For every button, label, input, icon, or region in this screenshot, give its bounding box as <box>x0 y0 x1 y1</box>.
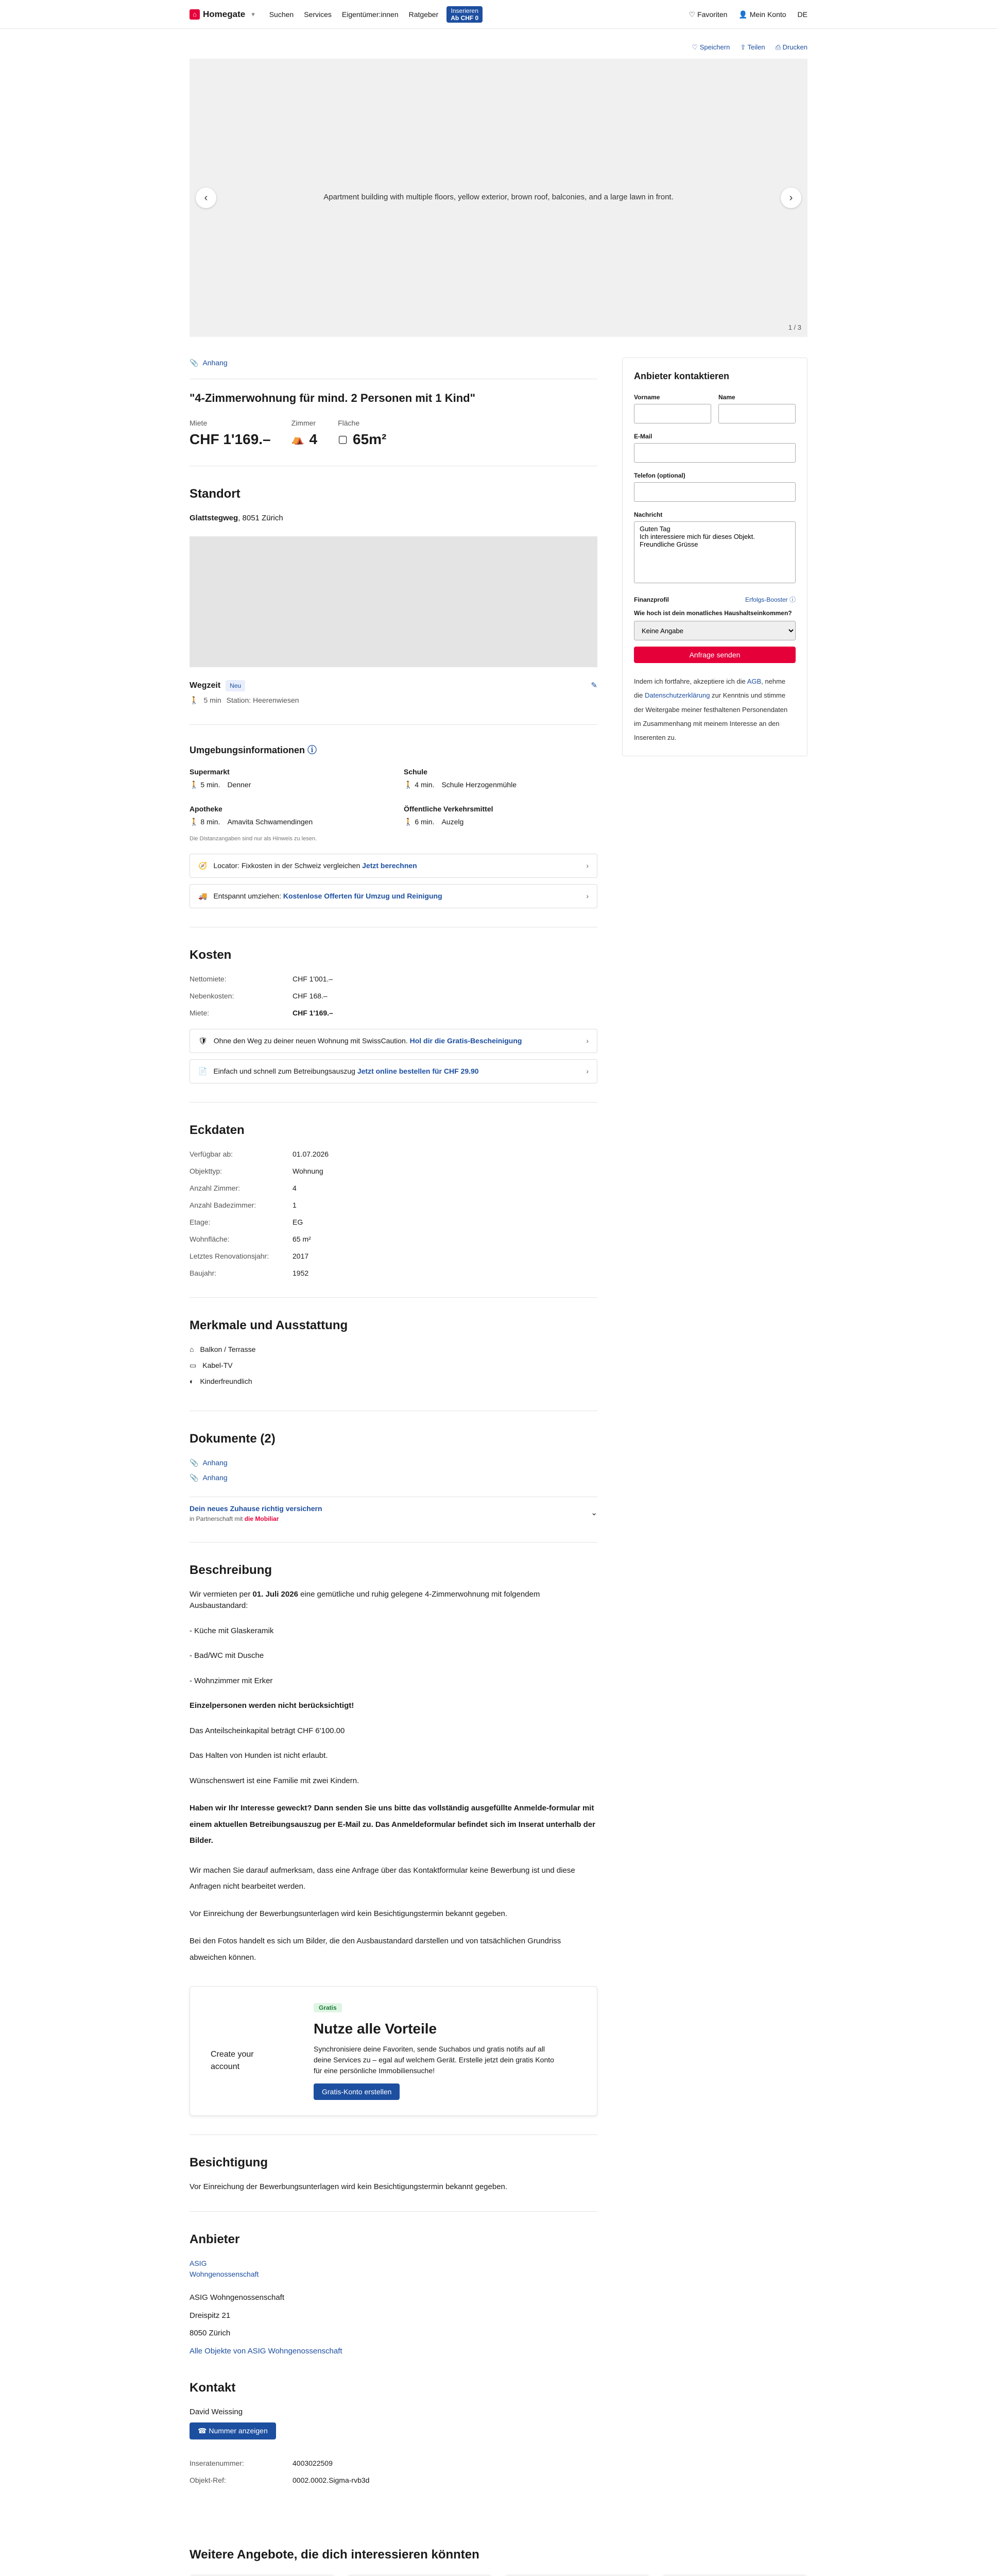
info-icon[interactable]: ⓘ <box>307 745 317 755</box>
document-link-2[interactable]: 📎 Anhang <box>190 1472 597 1483</box>
free-badge: Gratis <box>314 2003 342 2012</box>
locator-link[interactable]: 🧭 Locator: Fixkosten in der Schweiz vergleichen Jetzt berechnen › <box>190 854 597 878</box>
similar-card-placeholder[interactable] <box>190 2574 335 2576</box>
all-objects-link[interactable]: Alle Objekte von ASIG Wohngenossenschaft <box>190 2346 342 2355</box>
similar-card-placeholder[interactable] <box>347 2574 492 2576</box>
area-value: 65m² <box>353 431 387 447</box>
mobiliar-logo: die Mobiliar <box>244 1515 279 1522</box>
area-icon: ▢ <box>338 433 348 445</box>
poi-supermarket: Supermarkt 🚶 5 min. Denner <box>190 767 383 790</box>
detail-label: Wohnfläche: <box>190 1234 230 1243</box>
chevron-right-icon: › <box>586 1066 589 1075</box>
similar-card-placeholder[interactable] <box>662 2574 807 2576</box>
listing-title: "4-Zimmerwohnung für mind. 2 Personen mit 1 Kind" <box>190 391 476 404</box>
save-button[interactable]: ♡ Speichern <box>692 43 730 51</box>
info-icon: ⓘ <box>789 596 796 603</box>
chevron-down-icon: ⌄ <box>591 1508 597 1517</box>
paperclip-icon: 📎 <box>190 1458 199 1467</box>
walking-icon: 🚶 <box>190 696 199 704</box>
viewing-section: Besichtigung Vor Einreichung der Bewerbungsunterlagen wird kein Besichtigungstermin bekannt gegeben. <box>190 2135 597 2212</box>
moving-offers-link[interactable]: 🚚 Entspannt umziehen: Kostenlose Offerten für Umzug und Reinigung › <box>190 884 597 908</box>
gallery-prev-button[interactable]: ‹ <box>196 188 216 208</box>
provider-section: Anbieter ASIG Wohngenossenschaft ASIG Wohngenossenschaft Dreispitz 21 8050 Zürich Alle Objekte von ASIG Wohngenossenschaft <box>190 2212 597 2379</box>
surroundings-section: Umgebungsinformationen ⓘ Supermarkt 🚶 5 min. Denner Schule 🚶 4 min. Schule Herzogenmühle Apotheke 🚶 8 min. Amavita Schwamendingen Öffentliche Verkehrsmittel 🚶 6 min. Auzelg Die Distanzangaben sind nur als Hinweis zu lesen. 🧭 Locator: Fixkosten in der Schweiz vergleichen Jetzt berechnen › 🚚 Entspannt umziehen: Kostenlose Offerten für Umzug und Reinigung › <box>190 725 597 927</box>
key-facts: Miete CHF 1'169.– Zimmer ⛺ 4 Fläche ▢ 65m² <box>190 418 597 450</box>
account-link[interactable]: 👤 Mein Konto <box>738 10 786 19</box>
create-account-button[interactable]: Gratis-Konto erstellen <box>314 2083 400 2100</box>
feature-cable-tv: ▭ Kabel-TV <box>190 1360 597 1371</box>
detail-label: Baujahr: <box>190 1268 217 1277</box>
provider-logo: ASIG Wohngenossenschaft <box>190 2259 259 2278</box>
inserieren-button[interactable]: Inserieren Ab CHF 0 <box>446 6 483 23</box>
main-nav <box>269 9 439 20</box>
gallery-caption: Apartment building with multiple floors, yellow exterior, brown roof, balconies, and a large lawn in front. <box>323 193 674 202</box>
similar-card-placeholder[interactable] <box>505 2574 650 2576</box>
similar-offers: Weitere Angebote, die dich interessieren könnten <box>190 2546 807 2576</box>
detail-value: EG <box>293 1217 303 1226</box>
walking-icon: 🚶 5 min. <box>190 781 220 789</box>
travel-time: Wegzeit Neu ✎ <box>190 680 597 692</box>
homegate-logo[interactable]: ⌂ Homegate ▾ <box>190 8 255 21</box>
feature-balcony: ⌂ Balkon / Terrasse <box>190 1344 597 1355</box>
income-select[interactable] <box>634 621 796 640</box>
locator-icon: 🧭 <box>198 861 208 870</box>
account-upsell: Create your account Gratis Nutze alle Vorteile Synchronisiere deine Favoriten, sende Suchabos und gratis notifs auf all deine Services zu – egal auf welchem Gerät. Erstelle jetzt dein gratis Konto für eine persönliche Immobiliensuche! Gratis-Konto erstellen <box>190 1986 597 2116</box>
paperclip-icon: 📎 <box>190 1473 199 1482</box>
share-button[interactable]: ⇪ Teilen <box>740 43 765 51</box>
new-badge: Neu <box>226 680 245 691</box>
walking-icon: 🚶 4 min. <box>404 781 435 789</box>
detail-value: Wohnung <box>293 1166 323 1175</box>
detail-label: Anzahl Zimmer: <box>190 1183 240 1192</box>
nav-suchen[interactable]: Suchen <box>269 10 294 19</box>
description-section: Beschreibung Wir vermieten per 01. Juli 2026 eine gemütliche und ruhig gelegene 4-Zimmerwohnung mit folgendem Ausbaustandard: - Küche mit Glaskeramik - Bad/WC mit Dusche - Wohnzimmer mit Erker Einzelpersonen werden nicht berücksichtigt! Das Anteilscheinkapital beträgt CHF 6'100.00 Das Halten von Hunden ist nicht erlaubt. Wünschenswert ist eine Familie mit zwei Kindern. Haben wir Ihr Interesse geweckt? Dann senden Sie uns bitte das vollständig ausgefüllte Anmelde-formular mit einem aktuellen Betreibungsauszug per E-Mail zu. Das Anmeldeformular befindet sich im Inserat unterhalb der Bilder. Wir machen Sie darauf aufmerksam, dass eine Anfrage über das Kontaktformular keine Bewerbung ist und diese Anfragen nicht bearbeitet werden. Vor Einreichung der Bewerbungsunterlagen wird kein Besichtigungstermin bekannt gegeben. Bei den Fotos handelt es sich um Bilder, die den Ausbaustandard darstellen und von tatsächlichen Grundriss abweichen können. Create your account Gratis Nutze alle Vorteile Synchronisiere deine Favoriten, sende Suchabos und gratis notifs auf all deine Services zu – egal auf welchem Gerät. Erstelle jetzt dein gratis Konto für eine persönliche Immobiliensuche! Gratis-Konto erstellen <box>190 1543 597 2135</box>
send-request-button[interactable]: Anfrage senden <box>634 647 796 663</box>
house-logo-icon: ⌂ <box>190 9 200 20</box>
detail-value: 2017 <box>293 1251 309 1260</box>
features-section: Merkmale und Ausstattung ⌂ Balkon / Terrasse ▭ Kabel-TV ◐ Kinderfreundlich <box>190 1298 597 1411</box>
nav-services[interactable]: Services <box>304 10 332 19</box>
chevron-right-icon: › <box>586 891 589 900</box>
email-input[interactable] <box>634 443 796 463</box>
listing-main <box>190 358 597 2504</box>
detail-value: 1 <box>293 1200 297 1209</box>
balcony-icon: ⌂ <box>190 1345 194 1353</box>
detail-label: Anzahl Badezimmer: <box>190 1200 256 1209</box>
phone-icon: ☎ <box>198 2426 207 2435</box>
documents-section: Dokumente (2) 📎 Anhang 📎 Anhang Dein neues Zuhause richtig versichern in Partnerschaft mit die Mobiliar ⌄ <box>190 1411 597 1543</box>
chevron-right-icon: › <box>586 1036 589 1045</box>
chevron-right-icon: › <box>586 861 589 870</box>
message-textarea[interactable] <box>634 521 796 583</box>
detail-label: Letztes Renovationsjahr: <box>190 1251 269 1260</box>
consent-note: Indem ich fortfahre, akzeptiere ich die AGB, nehme die Datenschutzerklärung zur Kenntnis und stimme der Weitergabe meiner festhaltenen Personendaten im Zusammenhang mit meinem Interesse an den Inserenten zu. <box>634 677 788 742</box>
poi-pharmacy: Apotheke 🚶 8 min. Amavita Schwamendingen <box>190 804 383 827</box>
walking-icon: 🚶 6 min. <box>404 818 435 826</box>
feature-child-friendly: ◐ Kinderfreundlich <box>190 1376 597 1387</box>
detail-label: Objekttyp: <box>190 1166 222 1175</box>
address: Glattstegweg, 8051 Zürich <box>190 513 283 522</box>
show-number-button[interactable]: ☎ Nummer anzeigen <box>190 2422 276 2439</box>
detail-label: Verfügbar ab: <box>190 1149 233 1158</box>
rooms-value: 4 <box>309 431 318 447</box>
listing-actions <box>190 29 807 59</box>
gallery-counter: 1 / 3 <box>788 324 801 331</box>
betreibung-link[interactable]: 📄 Einfach und schnell zum Betreibungsauszug Jetzt online bestellen für CHF 29.90 › <box>190 1059 597 1083</box>
document-link-1[interactable]: 📎 Anhang <box>190 1458 597 1468</box>
language-select[interactable]: DE <box>797 10 807 19</box>
print-button[interactable]: ⎙ Drucken <box>775 43 807 51</box>
detail-label: Etage: <box>190 1217 211 1226</box>
details-section: Eckdaten Verfügbar ab: 01.07.2026 Objekttyp: Wohnung Anzahl Zimmer: 4 Anzahl Badezimmer: 1 Etage: EG Wohnfläche: 65 m² Letztes Renovationsjahr: 2017 Baujahr: 1952 <box>190 1103 597 1298</box>
paperclip-icon: 📎 <box>190 358 199 367</box>
rent-value: CHF 1'169.– <box>190 431 271 447</box>
photo-gallery[interactable] <box>190 59 807 337</box>
shield-icon: 🛡 <box>198 1036 208 1045</box>
detail-value: 4 <box>293 1183 297 1192</box>
insurance-accordion[interactable]: Dein neues Zuhause richtig versichern in Partnerschaft mit die Mobiliar ⌄ <box>190 1497 597 1523</box>
detail-value: 01.07.2026 <box>293 1149 329 1158</box>
agb-link[interactable]: AGB <box>747 677 762 685</box>
walking-icon: 🚶 8 min. <box>190 818 220 826</box>
logo-chevron-icon: ▾ <box>251 10 255 19</box>
document-icon: 📄 <box>198 1066 208 1075</box>
map[interactable] <box>190 536 597 667</box>
bed-icon: ⛺ <box>291 433 304 445</box>
detail-value: 1952 <box>293 1268 309 1277</box>
edit-icon[interactable]: ✎ <box>591 681 597 690</box>
contact-section: Kontakt David Weissing ☎ Nummer anzeigen Inseratenummer: 4003022509 Objekt-Ref: 0002.0002.Sigma-rvb3d <box>190 2381 370 2484</box>
privacy-link[interactable]: Datenschutzerklärung <box>644 691 710 700</box>
poi-transport: Öffentliche Verkehrsmittel 🚶 6 min. Auzelg <box>404 804 597 827</box>
nav-ratgeber[interactable]: Ratgeber <box>408 10 439 19</box>
upsell-left: Create your account <box>211 2050 254 2071</box>
swisscaution-link[interactable]: 🛡 Ohne den Weg zu deiner neuen Wohnung mit SwissCaution. Hol dir die Gratis-Bescheinigung › <box>190 1029 597 1053</box>
favorites-link[interactable]: ♡ Favoriten <box>689 10 728 19</box>
location-section: Standort Glattstegweg, 8051 Zürich Wegzeit Neu ✎ 🚶 5 min Station: Heerenwiesen <box>190 466 597 725</box>
truck-icon: 🚚 <box>198 891 208 900</box>
tv-icon: ▭ <box>190 1361 197 1369</box>
gallery-next-button[interactable]: › <box>781 188 801 208</box>
contact-form: Anbieter kontaktieren Vorname Name E-Mail Telefon (optional) Nachricht Guten Tag Ich interessiere mich für dieses Objekt. Freundliche Grüsse Finanzprofil Erfolgs-Booster ⓘ Wie hoch ist dein monatliches Haushaltseinkommen? Keine Angabe Anfrage senden Indem ich fortfahre, akzeptiere ich die AGB, nehme die Datenschutzerklärung zur Kenntnis und stimme der Weitergabe meiner festhaltenen Personendaten im Zusammenhang mit meinem Interesse an den Inserenten zu. <box>622 358 807 757</box>
attachment-link[interactable]: 📎 Anhang <box>190 358 597 368</box>
top-header <box>0 0 997 29</box>
nav-eigentuemer[interactable]: Eigentümer:innen <box>341 10 399 19</box>
last-name-input[interactable] <box>718 404 796 423</box>
success-booster-link[interactable]: Erfolgs-Booster ⓘ <box>745 596 796 603</box>
poi-school: Schule 🚶 4 min. Schule Herzogenmühle <box>404 767 597 790</box>
first-name-input[interactable] <box>634 404 711 423</box>
stroller-icon: ◐ <box>190 1377 194 1385</box>
phone-input[interactable] <box>634 482 796 502</box>
contact-sidebar <box>622 358 807 2504</box>
costs-section: Kosten Nettomiete: CHF 1'001.– Nebenkosten: CHF 168.– Miete: CHF 1'169.– 🛡 Ohne den Weg zu deiner neuen Wohnung mit SwissCaution. Hol dir die Gratis-Bescheinigung › 📄 Einfach und schnell zum Betreibungsauszug Jetzt online bestellen für CHF 29.90 › <box>190 927 597 1103</box>
detail-value: 65 m² <box>293 1234 311 1243</box>
